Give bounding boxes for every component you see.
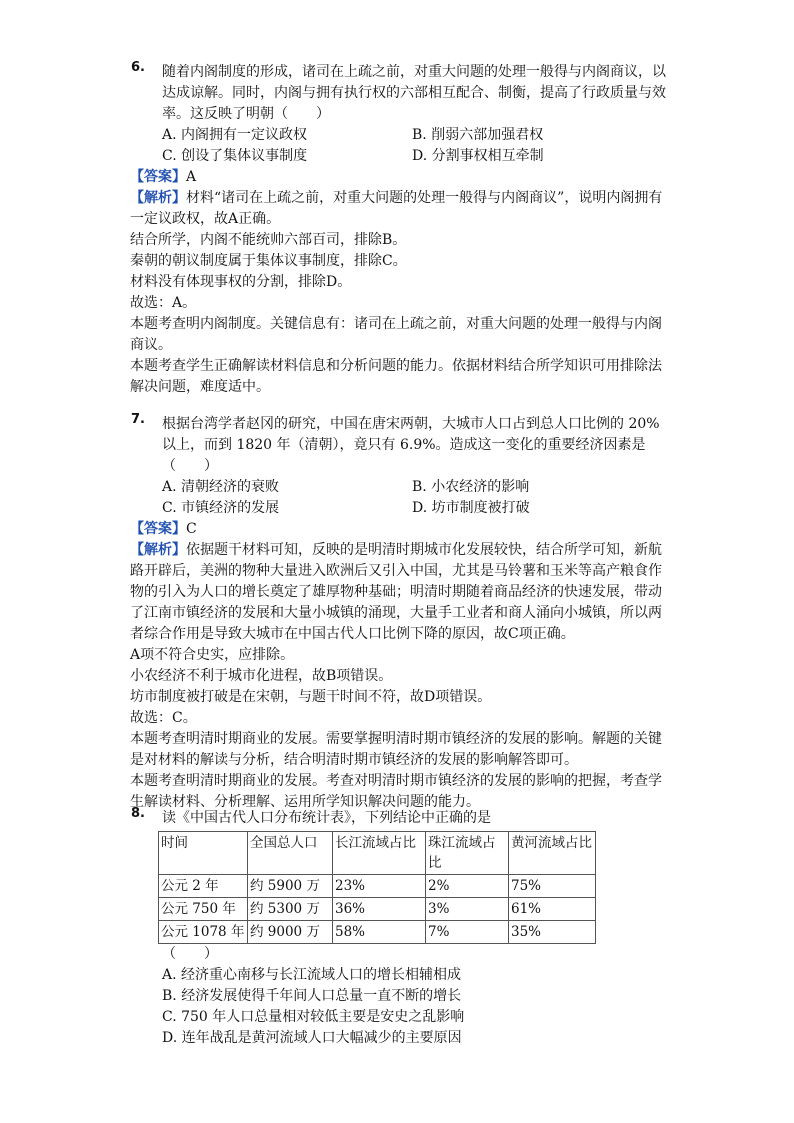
table-cell: 约 9000 万 [248, 921, 333, 944]
population-table [158, 831, 596, 944]
question-number: 6. [131, 60, 145, 75]
analysis-text: 依据题干材料可知，反映的是明清时期城市化发展较快，结合所学可知，新航路开辟后，美洲的物种大量进入欧洲后又引入中国，尤其是马铃薯和玉米等高产粮食作物的引入为人口的增长奠定了雄厚物种基础；明清时期随着商品经济的快速发展，带动了江南市镇经济的发展和大量小城镇的涌现，大量手工业者和商人涌向小城镇，所以两者综合作用是导致大城市在中国古代人口比例下降的原因，故C项正确。 [130, 542, 662, 642]
table-header-cell: 时间 [159, 832, 248, 875]
table-cell: 2% [426, 875, 509, 898]
question-stem: 根据台湾学者赵冈的研究，中国在唐宋两朝，大城市人口占到总人口比例的 20%以上，而到 1820 年（清朝），竟只有 6.9%。造成这一变化的重要经济因素是（ ） [162, 416, 660, 474]
table-cell: 约 5900 万 [248, 875, 333, 898]
option-a[interactable]: A. 经济重心南移与长江流域人口的增长相辅相成 [162, 967, 462, 983]
table-header-cell: 全国总人口 [248, 832, 333, 875]
option-b[interactable]: B. 削弱六部加强君权 [412, 127, 544, 143]
answer-line [130, 167, 672, 188]
table-row [159, 921, 596, 944]
analysis-line: 本题考查明清时期商业的发展。考查对明清时期市镇经济的发展的影响的把握，考查学生解读材料、分析理解、运用所学知识解决问题的能力。 [130, 773, 662, 810]
option-c[interactable]: C. 市镇经济的发展 [162, 500, 280, 516]
table-cell: 61% [509, 898, 596, 921]
question-number: 7. [131, 412, 145, 427]
option-list [162, 125, 672, 167]
option-c[interactable]: C. 创设了集体议事制度 [162, 148, 308, 164]
analysis-line: 小农经济不利于城市化进程，故B项错误。 [130, 668, 393, 684]
option-b[interactable]: B. 小农经济的影响 [412, 479, 530, 495]
table-header-cell: 珠江流域占比 [426, 832, 509, 875]
option-c[interactable]: C. 750 年人口总量相对较低主要是安史之乱影响 [162, 1009, 465, 1025]
table-cell: 36% [333, 898, 426, 921]
analysis-paragraph [130, 188, 672, 230]
table-cell: 公元 1078 年 [159, 921, 248, 944]
table-header-cell: 长江流域占比 [333, 832, 426, 875]
table-header-cell: 黄河流域占比 [509, 832, 596, 875]
option-a[interactable]: A. 清朝经济的衰败 [162, 479, 280, 495]
table-row [159, 898, 596, 921]
table-row [159, 875, 596, 898]
analysis-line: 本题考查明清时期商业的发展。需要掌握明清时期市镇经济的发展的影响。解题的关键是对材料的解读与分析，结合明清时期市镇经济的发展的影响解答即可。 [130, 731, 662, 768]
table-cell: 3% [426, 898, 509, 921]
answer-value: C [186, 521, 197, 537]
answer-line [130, 519, 672, 540]
question-number: 8. [131, 806, 145, 821]
option-d[interactable]: D. 连年战乱是黄河流域人口大幅减少的主要原因 [162, 1030, 462, 1046]
question-7 [132, 414, 672, 813]
analysis-line: 结合所学，内阁不能统帅六部百司，排除B。 [130, 232, 407, 248]
table-cell: 公元 750 年 [159, 898, 248, 921]
analysis-tag: 【解析】 [130, 190, 186, 206]
answer-tag: 【答案】 [130, 521, 186, 537]
analysis-tag: 【解析】 [130, 542, 186, 558]
table-cell: 公元 2 年 [159, 875, 248, 898]
option-d[interactable]: D. 分割事权相互牵制 [412, 148, 544, 164]
question-8 [132, 808, 672, 1049]
analysis-line: 本题考查学生正确解读材料信息和分析问题的能力。依据材料结合所学知识可用排除法解决问题，难度适中。 [130, 358, 662, 395]
answer-tag: 【答案】 [130, 169, 186, 185]
answer-paren: （ ） [162, 946, 218, 962]
analysis-line: 故选：C。 [130, 710, 197, 726]
analysis-line: 本题考查明内阁制度。关键信息有：诸司在上疏之前，对重大问题的处理一般得与内阁商议。 [130, 316, 662, 353]
question-stem: 随着内阁制度的形成，诸司在上疏之前，对重大问题的处理一般得与内阁商议，以达成谅解。同时，内阁与拥有执行权的六部相互配合、制衡，提高了行政质量与效率。这反映了明朝（ ） [162, 64, 666, 122]
analysis-paragraph [130, 540, 672, 645]
analysis-line: A项不符合史实，应排除。 [130, 647, 295, 663]
option-a[interactable]: A. 内阁拥有一定议政权 [162, 127, 308, 143]
table-cell: 23% [333, 875, 426, 898]
analysis-line: 坊市制度被打破是在宋朝，与题干时间不符，故D项错误。 [130, 689, 492, 705]
option-d[interactable]: D. 坊市制度被打破 [412, 500, 530, 516]
table-cell: 75% [509, 875, 596, 898]
analysis-line: 材料没有体现事权的分割，排除D。 [130, 274, 352, 290]
option-b[interactable]: B. 经济发展使得千年间人口总量一直不断的增长 [162, 988, 462, 1004]
question-6 [132, 62, 672, 398]
table-cell: 35% [509, 921, 596, 944]
option-list [162, 477, 672, 519]
table-cell: 7% [426, 921, 509, 944]
analysis-text: 材料“诸司在上疏之前，对重大问题的处理一般得与内阁商议”，说明内阁拥有一定议政权，故A正确。 [130, 190, 663, 227]
answer-value: A [186, 169, 197, 185]
analysis-line: 故选：A。 [130, 295, 197, 311]
table-cell: 约 5300 万 [248, 898, 333, 921]
analysis-line: 秦朝的朝议制度属于集体议事制度，排除C。 [130, 253, 407, 269]
table-cell: 58% [333, 921, 426, 944]
question-stem: 读《中国古代人口分布统计表》，下列结论中正确的是 [162, 810, 491, 826]
table-header-row [159, 832, 596, 875]
